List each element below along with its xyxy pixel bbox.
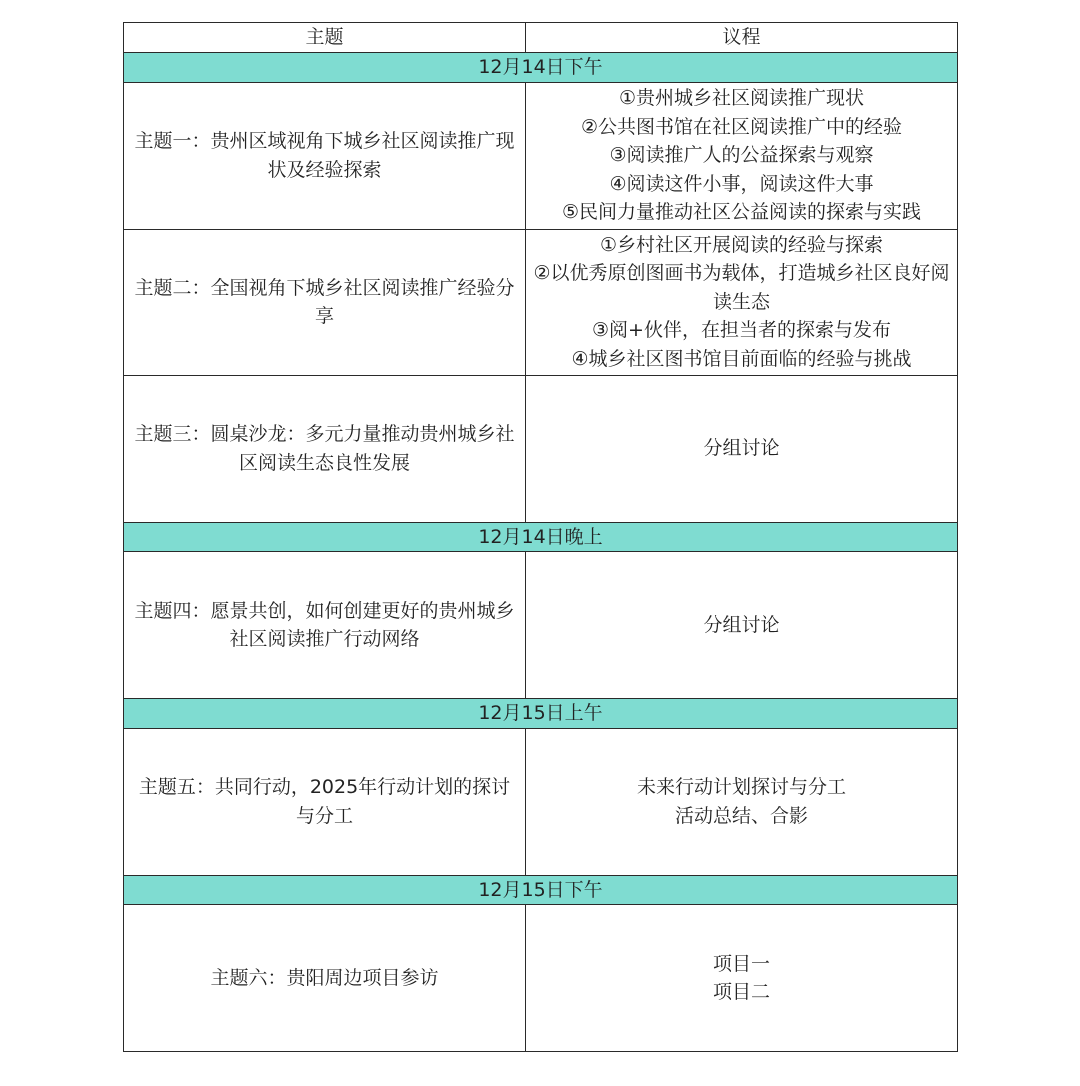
agenda-item: ③阅读推广人的公益探索与观察 [609,144,874,167]
table-header-row [124,23,958,53]
agenda-item: 未来行动计划探讨与分工 [636,776,846,798]
session-label: 12月15日下午 [124,875,958,905]
topic-cell: 主题三：圆桌沙龙：多元力量推动贵州城乡社区阅读生态良性发展 [124,375,526,522]
topic-cell: 主题四：愿景共创，如何创建更好的贵州城乡社区阅读推广行动网络 [124,552,526,699]
table-row [124,375,958,522]
agenda-cell [526,905,958,1052]
agenda-item: ①乡村社区开展阅读的经验与探索 [599,233,884,256]
agenda-item: 活动总结、合影 [674,804,808,827]
agenda-cell [526,552,958,699]
session-header-row [124,875,958,905]
agenda-item: 项目一 [712,952,770,975]
topic-column-header: 主题 [124,23,526,53]
table-row [124,229,958,375]
table-row [124,82,958,229]
session-header-row [124,53,958,83]
agenda-item: ④城乡社区图书馆目前面临的经验与挑战 [571,347,912,370]
agenda-item: 分组讨论 [703,613,780,636]
agenda-cell [526,728,958,875]
session-header-row [124,522,958,552]
topic-cell: 主题六：贵阳周边项目参访 [124,905,526,1052]
agenda-cell [526,82,958,229]
session-label: 12月14日下午 [124,53,958,83]
agenda-item: ①贵州城乡社区阅读推广现状 [618,87,865,110]
agenda-cell [526,229,958,375]
table-row [124,905,958,1052]
agenda-item: 分组讨论 [703,437,780,460]
agenda-table [123,22,958,1052]
agenda-item: ③阅+伙伴，在担当者的探索与发布 [592,319,891,342]
agenda-item: ②以优秀原创图画书为载体，打造城乡社区良好阅读生态 [533,262,950,313]
agenda-item: ②公共图书馆在社区阅读推广中的经验 [580,115,903,138]
agenda-item: 项目二 [712,981,770,1003]
table-row [124,728,958,875]
agenda-cell [526,375,958,522]
topic-cell: 主题五：共同行动，2025年行动计划的探讨与分工 [124,728,526,875]
topic-cell: 主题一：贵州区域视角下城乡社区阅读推广现状及经验探索 [124,82,526,229]
session-label: 12月15日上午 [124,699,958,729]
agenda-item: ④阅读这件小事，阅读这件大事 [609,172,874,195]
agenda-column-header: 议程 [526,23,958,53]
table-row [124,552,958,699]
session-header-row [124,699,958,729]
session-label: 12月14日晚上 [124,522,958,552]
agenda-item: ⑤民间力量推动社区公益阅读的探索与实践 [561,201,922,224]
topic-cell: 主题二：全国视角下城乡社区阅读推广经验分享 [124,229,526,375]
